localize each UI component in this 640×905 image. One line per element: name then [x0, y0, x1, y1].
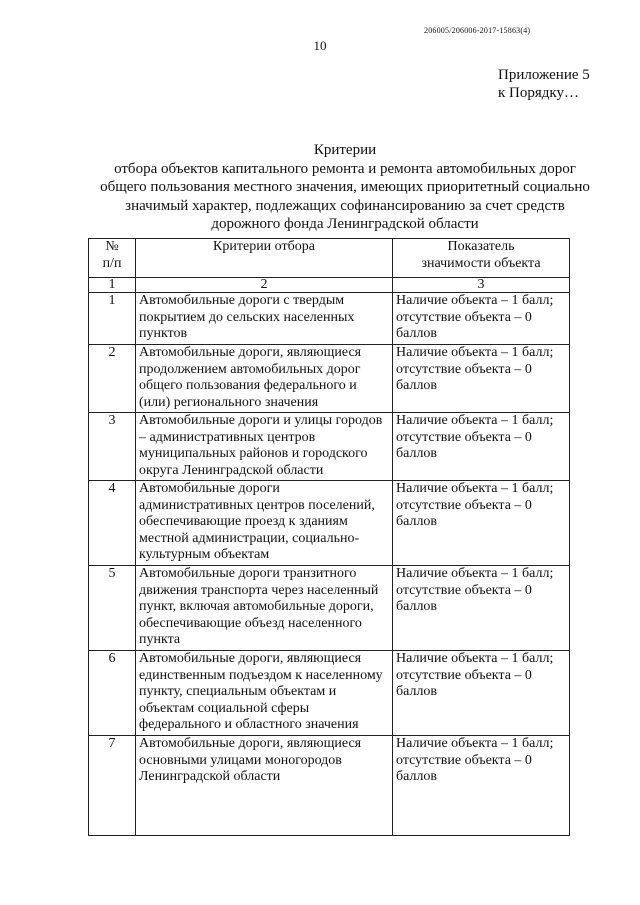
- table-row: [89, 566, 570, 651]
- row-criteria: Автомобильные дороги, являющиеся основными улицами моногородов Ленинградской области: [136, 736, 393, 836]
- table-row: [89, 481, 570, 566]
- row-criteria: Автомобильные дороги, являющиеся единственным подъездом к населенному пункту, специальным объектам и объектам социальной сферы федерального и областного значения: [136, 651, 393, 736]
- appendix-reference: [498, 66, 590, 102]
- title-line-2: отбора объектов капитального ремонта и ремонта автомобильных дорог: [114, 160, 576, 177]
- row-number: 7: [89, 736, 136, 836]
- row-number: 1: [89, 293, 136, 345]
- score-line-2: отсутствие объекта – 0 баллов: [396, 582, 532, 614]
- column-number-3: 3: [393, 278, 570, 293]
- header-criteria: Критерии отбора: [136, 239, 393, 278]
- criteria-table: [88, 238, 570, 836]
- row-score: [393, 345, 570, 413]
- column-number-1: 1: [89, 278, 136, 293]
- row-criteria: Автомобильные дороги административных центров поселений, обеспечивающие проезд к зданиям местной администрации, социально-культурным объектам: [136, 481, 393, 566]
- row-number: 6: [89, 651, 136, 736]
- header-score-line-2: значимости объекта: [421, 255, 541, 271]
- score-line-2: отсутствие объекта – 0 баллов: [396, 361, 532, 393]
- score-line-2: отсутствие объекта – 0 баллов: [396, 752, 532, 784]
- title-line-5: дорожного фонда Ленинградской области: [211, 216, 479, 232]
- score-line-1: Наличие объекта – 1 балл;: [396, 481, 554, 496]
- score-line-2: отсутствие объекта – 0 баллов: [396, 429, 532, 461]
- row-number: 3: [89, 413, 136, 481]
- row-score: [393, 651, 570, 736]
- column-number-2: 2: [136, 278, 393, 293]
- score-line-2: отсутствие объекта – 0 баллов: [396, 309, 532, 341]
- row-criteria: Автомобильные дороги и улицы городов – административных центров муниципальных районов и городского округа Ленинградской области: [136, 413, 393, 481]
- row-score: [393, 481, 570, 566]
- row-score: [393, 566, 570, 651]
- header-number-line-1: №: [105, 239, 119, 254]
- score-line-1: Наличие объекта – 1 балл;: [396, 293, 554, 308]
- page-number: 10: [313, 38, 327, 53]
- row-criteria: Автомобильные дороги с твердым покрытием до сельских населенных пунктов: [136, 293, 393, 345]
- row-criteria: Автомобильные дороги, являющиеся продолжением автомобильных дорог общего пользования федерального и (или) регионального значения: [136, 345, 393, 413]
- document-title: [0, 141, 640, 234]
- score-line-1: Наличие объекта – 1 балл;: [396, 651, 554, 666]
- header-score-line-1: Показатель: [447, 239, 515, 254]
- row-score: [393, 413, 570, 481]
- appendix-line-2: к Порядку…: [498, 85, 579, 101]
- row-score: [393, 736, 570, 836]
- score-line-2: отсутствие объекта – 0 баллов: [396, 497, 532, 529]
- row-number: 2: [89, 345, 136, 413]
- row-number: 5: [89, 566, 136, 651]
- title-line-3: общего пользования местного значения, имеющих приоритетный социально: [100, 179, 590, 195]
- score-line-1: Наличие объекта – 1 балл;: [396, 736, 554, 751]
- header-number-line-2: п/п: [102, 255, 122, 271]
- table-row: [89, 293, 570, 345]
- score-line-2: отсутствие объекта – 0 баллов: [396, 667, 532, 699]
- header-score: [393, 239, 570, 278]
- row-score: [393, 293, 570, 345]
- score-line-1: Наличие объекта – 1 балл;: [396, 345, 554, 360]
- title-line-1: Критерии: [313, 142, 377, 158]
- column-number-row: [89, 278, 570, 293]
- document-number: 206005/206006-2017-15863(4): [424, 26, 531, 35]
- title-line-4: значимый характер, подлежащих софинансированию за счет средств: [125, 197, 565, 214]
- table-header-row: [89, 239, 570, 278]
- score-line-1: Наличие объекта – 1 балл;: [396, 413, 554, 428]
- row-number: 4: [89, 481, 136, 566]
- score-line-1: Наличие объекта – 1 балл;: [396, 566, 554, 581]
- table-row: [89, 345, 570, 413]
- table-row: [89, 736, 570, 836]
- appendix-line-1: Приложение 5: [498, 67, 590, 83]
- table-row: [89, 651, 570, 736]
- table-row: [89, 413, 570, 481]
- header-number: [89, 239, 136, 278]
- row-criteria: Автомобильные дороги транзитного движения транспорта через населенный пункт, включая автомобильные дороги, обеспечивающие объезд населенного пункта: [136, 566, 393, 651]
